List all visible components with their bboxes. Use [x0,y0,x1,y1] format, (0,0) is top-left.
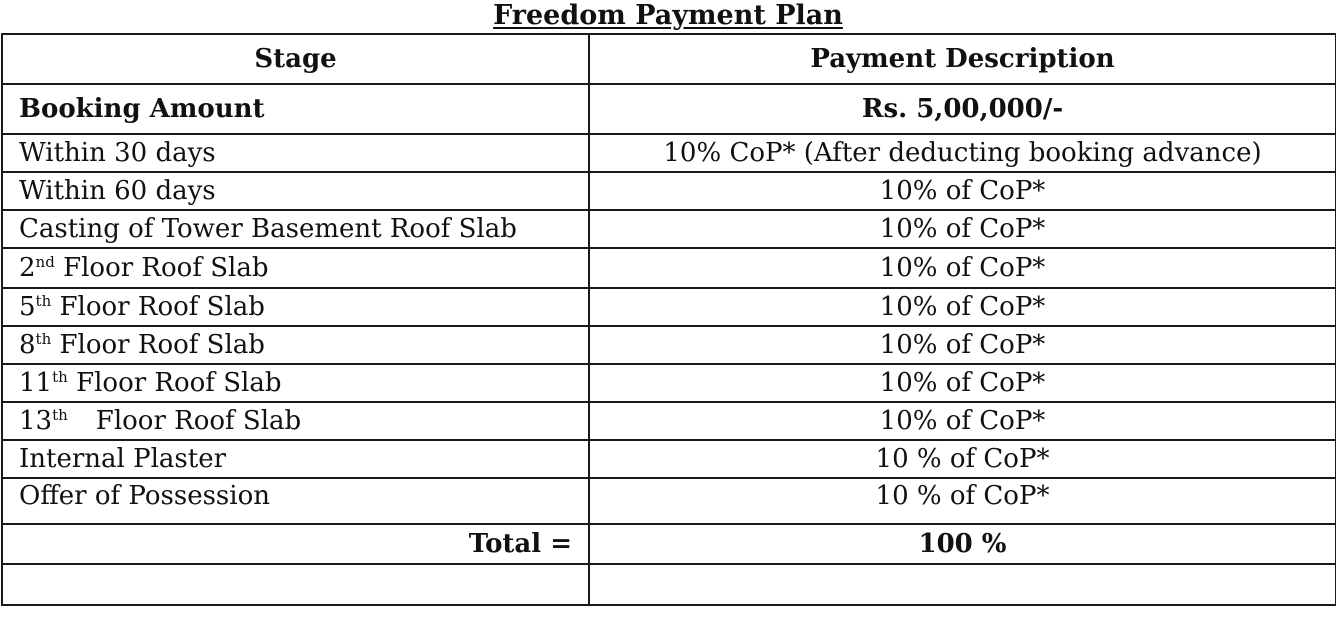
table-row-empty [2,564,1336,605]
description-cell: 10% CoP* (After deducting booking advance) [589,134,1336,172]
description-cell: 10% of CoP* [589,288,1336,326]
floor-ordinal-suffix: th [35,330,52,348]
description-cell: 10% of CoP* [589,210,1336,248]
floor-number: 13 [19,406,53,436]
total-label: Total = [2,524,589,564]
stage-cell [2,402,589,440]
page-title-text: Freedom Payment Plan [493,0,843,31]
table-row [2,440,1336,478]
header-payment-description: Payment Description [589,34,1336,84]
table-row-total [2,524,1336,564]
table-row [2,364,1336,402]
stage-cell: Casting of Tower Basement Roof Slab [2,210,589,248]
description-cell: 10 % of CoP* [589,440,1336,478]
table-row [2,326,1336,364]
table-row [2,210,1336,248]
table-row [2,288,1336,326]
total-value: 100 % [589,524,1336,564]
table-row [2,134,1336,172]
stage-text: Floor Roof Slab [95,406,302,436]
description-cell: 10 % of CoP* [589,478,1336,524]
stage-cell [2,364,589,402]
table-row [2,402,1336,440]
stage-cell [2,288,589,326]
floor-ordinal-suffix: th [35,292,52,310]
stage-text: Floor Roof Slab [59,330,265,360]
table-row [2,248,1336,288]
stage-text: Floor Roof Slab [63,253,269,283]
empty-cell [2,564,589,605]
table-header-row [2,34,1336,84]
booking-amount: Rs. 5,00,000/- [589,84,1336,134]
stage-cell: Offer of Possession [2,478,589,524]
description-cell: 10% of CoP* [589,172,1336,210]
floor-ordinal-suffix: th [52,368,68,386]
description-cell: 10% of CoP* [589,402,1336,440]
booking-stage: Booking Amount [2,84,589,134]
stage-cell: Within 60 days [2,172,589,210]
description-cell: 10% of CoP* [589,326,1336,364]
description-cell: 10% of CoP* [589,248,1336,288]
table-row [2,172,1336,210]
floor-number: 11 [19,368,53,398]
header-stage: Stage [2,34,589,84]
floor-ordinal-suffix: th [52,406,68,424]
stage-text: Floor Roof Slab [76,368,282,398]
table-row [2,478,1336,524]
stage-cell [2,326,589,364]
stage-cell: Within 30 days [2,134,589,172]
stage-cell [2,248,589,288]
page-title [0,0,1336,33]
stage-cell: Internal Plaster [2,440,589,478]
floor-ordinal-suffix: nd [35,253,55,271]
table-row-booking [2,84,1336,134]
floor-number: 5 [19,292,36,322]
floor-number: 8 [19,330,36,360]
description-cell: 10% of CoP* [589,364,1336,402]
floor-number: 2 [19,253,36,283]
empty-cell [589,564,1336,605]
payment-plan-table [1,33,1336,606]
stage-text: Floor Roof Slab [59,292,265,322]
